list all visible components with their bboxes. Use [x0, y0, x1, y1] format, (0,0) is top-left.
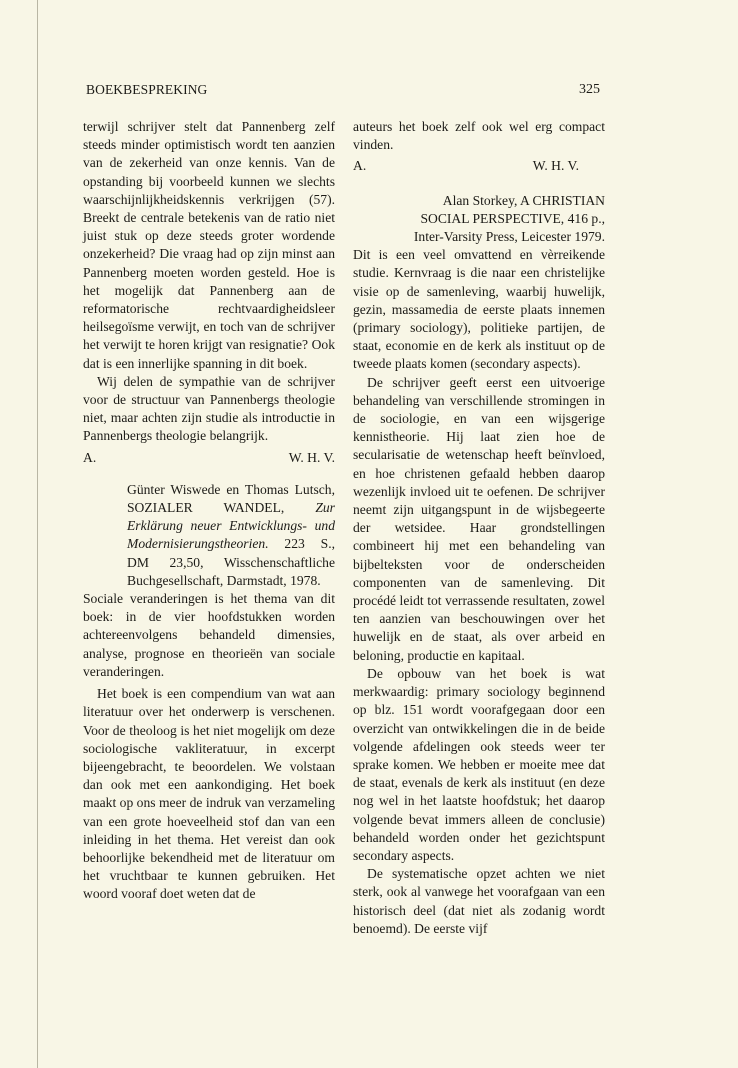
- book-title: SOZIALER WANDEL,: [127, 500, 285, 516]
- paragraph: Het boek is een compendium van wat aan literatuur over het onderwerp is verschenen. Voor de theoloog is het niet mogelijk om deze sociologische vakliteratuur, in excerpt bijeengebracht, te beoordelen. We volstaan dan ook met een aankondiging. Het boek maakt op ons meer de indruk van verzameling van een grote hoeveelheid stof dan van een inleiding in het thema. Het vereist dan ook behoorlijke bekendheid met de literatuur om het vruchtbaar te kunnen gebruiken. Het woord vooraf doet weten dat de: [83, 686, 335, 902]
- running-title: BOEKBESPREKING: [86, 82, 208, 97]
- signature-reviewer: W. H. V.: [288, 449, 335, 465]
- running-head: [86, 82, 600, 102]
- paragraph: auteurs het boek zelf ook wel erg compact vinden.: [353, 119, 605, 153]
- page-edge-line: [37, 0, 38, 1068]
- book-details: 223 S., DM 23,50, Wisschenschaftliche Buchgesellschaft, Darmstadt, 1978.: [127, 536, 335, 588]
- left-column: [83, 118, 335, 904]
- book-reference: [353, 192, 605, 247]
- signature-initial: A.: [83, 449, 97, 465]
- paragraph: Wij delen de sympathie van de schrijver voor de structuur van Pannenbergs theologie niet, maar achten zijn studie als introductie in Pannenbergs theologie belangrijk.: [83, 373, 335, 444]
- page-number: 325: [579, 82, 600, 97]
- signature-initial: A.: [353, 158, 367, 174]
- review-signature: [353, 157, 605, 175]
- paragraph: De schrijver geeft eerst een uitvoerige behandeling van verschillende stromingen in de sociologie, en van een wijsgerige kennistheorie. Hij laat zien hoe de secularisatie de wetenschap heeft beïnvloed, en hoe christenen gefaald hebben daarop wezenlijk invloed uit te oefenen. De schrijver neemt zijn uitgangspunt in de wijsbegeerte der wetsidee. Haar grondstellingen combineert hij met een behandeling van bijbelteksten voor de onderscheiden componenten van de samenleving. Dit procédé leidt tot verrassende resultaten, zowel ten aanzien van beschouwingen over het huwelijk en de staat, als over arbeid en beloning, productie en kapitaal.: [353, 374, 605, 663]
- paragraph: De systematische opzet achten we niet sterk, ook al vanwege het voorafgaan van een historisch deel (dat niet als zodanig wordt benoemd). De eerste vijf: [353, 866, 605, 936]
- book-reference-line: Inter-Varsity Press, Leicester 1979.: [413, 229, 605, 245]
- book-reference-line: SOCIAL PERSPECTIVE, 416 p.,: [420, 210, 605, 226]
- book-reference: [127, 481, 335, 590]
- paragraph: De opbouw van het boek is wat merkwaardig: primary sociology beginnend op blz. 151 wordt voorafgegaan door een overzicht van ontwikkelingen die in de beide volgende afdelingen ook steeds weer ter sprake komen. We hebben er moeite mee dat de staat, evenals de kerk als instituut (en deze nog wel in het laatste hoofdstuk; het daarop volgende bevat immers alleen de conclusie) behandeld worden onder het gezichtspunt secondary aspects.: [353, 665, 605, 863]
- paragraph: Dit is een veel omvattend en vèrreikende studie. Kernvraag is die naar een christelijke visie op de samenleving, waarbij huwelijk, gezin, massamedia de eerste plaats innemen (primary sociology), politieke partijen, de staat, economie en de kerk als instituut op de tweede plaats komen (secondary aspects).: [353, 247, 605, 372]
- signature-reviewer: W. H. V.: [532, 158, 579, 174]
- right-column: [353, 118, 605, 938]
- paragraph: terwijl schrijver stelt dat Pannenberg zelf steeds minder optimistisch wordt ten aanzien van de zekerheid van onze kennis. Van de opstanding bij voorbeeld kunnen we slechts waarschijnlijkheidskennis verkrijgen (57). Breekt de centrale betekenis van de ratio niet juist stuk op deze steeds groter wordende onzekerheid? Die vraag had op zijn minst aan Pannenberg moeten worden gesteld. Hoe is het mogelijk dat Pannenberg aan de reformatorische rechtvaardigheidsleer heilsegoïsme verwijt, en toch van de schrijver het verwijt te horen krijgt van resignatie? Ook dat is een innerlijke spanning in dit boek.: [83, 119, 335, 371]
- book-subtitle: Zur Erklärung neuer Entwicklungs- und Modernisierungstheorien.: [127, 500, 335, 552]
- review-signature: [83, 449, 335, 467]
- book-reference-line: Alan Storkey, A CHRISTIAN: [442, 192, 605, 208]
- book-authors: Günter Wiswede en Thomas Lutsch,: [127, 481, 335, 497]
- paragraph: Sociale veranderingen is het thema van dit boek: in de vier hoofdstukken worden achtereenvolgens behandeld dimensies, analyse, prognose en theorieën van sociale veranderingen.: [83, 591, 335, 679]
